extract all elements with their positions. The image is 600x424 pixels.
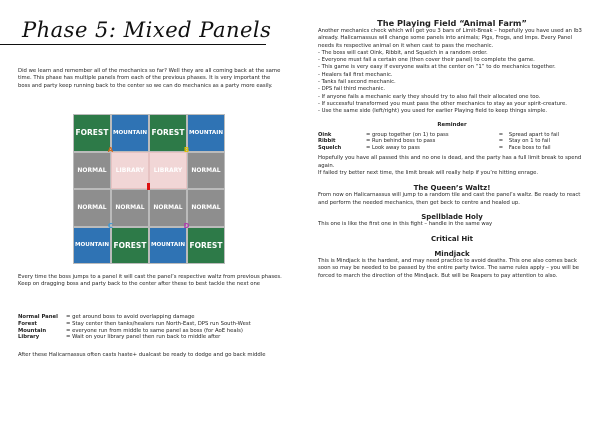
panel-legend bbox=[18, 314, 288, 341]
reminder-heading: Reminder bbox=[437, 121, 467, 128]
legend-key: Forest bbox=[18, 320, 37, 327]
legend-key: Mountain bbox=[18, 327, 47, 334]
critical-hit-heading: Critical Hit bbox=[430, 235, 474, 244]
bullet-item: - Tanks fail second mechanic. bbox=[318, 79, 396, 86]
bullet-item: - Everyone must fail a certain one (then cover their panel) to complete the game. bbox=[318, 57, 535, 64]
closing-paragraph: After these Halicarnassus often casts haste+ dualcast be ready to dodge and go back middle bbox=[18, 352, 266, 358]
reminder-row-ribbit bbox=[318, 138, 586, 145]
reminder-key: Ribbit bbox=[318, 138, 336, 145]
panel-cell-mountain: MOUNTAIN bbox=[149, 227, 187, 265]
reminder-fail: Spread apart to fail bbox=[508, 131, 560, 138]
panel-cell-mountain: MOUNTAIN bbox=[73, 227, 111, 265]
legend-value: = Wait on your library panel then run back to middle after bbox=[66, 334, 221, 341]
reminder-key: Oink bbox=[318, 131, 332, 138]
queen-waltz-text: From now on Halicarnassus will jump to a random tile and cast the panel’s waltz. Be ready to react and perform the needed mechanics, then get beck to centre and healed up. bbox=[318, 192, 581, 206]
after-grid-text bbox=[18, 274, 288, 289]
reminder-key: Squelch bbox=[318, 144, 342, 151]
panel-cell-library: LIBRARY bbox=[149, 152, 187, 190]
center-marker bbox=[147, 183, 150, 190]
reminder-table bbox=[318, 132, 586, 152]
legend-key: Normal Panel bbox=[18, 314, 58, 320]
panel-cell-normal: NORMAL bbox=[111, 189, 149, 227]
reminder-note-1: Hopefully you have all passed this and no one is dead, and the party has a full limit break to spend again. bbox=[318, 155, 582, 169]
panel-cell-normal: NORMAL bbox=[149, 189, 187, 227]
reminder-eq: = bbox=[498, 131, 504, 138]
bullet-item: - Use the same side (left/right) you used for earlier Playing field to keep things simple. bbox=[318, 108, 548, 115]
playing-field-bullets bbox=[318, 50, 586, 116]
mindjack-text: This is Mindjack is the hardest, and may need practice to avoid deaths. This one also comes back soon so may be needed to be passed by the entire party twice. The same rules apply – you will be forced to march the direction of the Mindjack. But will be Reapers to pay attention to also. bbox=[318, 258, 580, 279]
playing-field-intro: Another mechanics check which will get you 3 bars of Limit-Break – hopefully you have used an lb3 already. Halicarnassus will change some panels into animals; Pigs, Frogs, and Imps. Every Panel needs its respective animal on it when cast to pass the mechanic. bbox=[318, 28, 582, 49]
panel-cell-forest: FOREST bbox=[73, 114, 111, 152]
marker-d: D bbox=[183, 222, 190, 230]
legend-key: Library bbox=[18, 334, 40, 341]
panel-cell-mountain: MOUNTAIN bbox=[111, 114, 149, 152]
reminder-row-oink bbox=[318, 132, 586, 139]
legend-value: = Stay center then tanks/healers run North-East, DPS run South-West bbox=[66, 320, 251, 327]
panel-cell-normal: NORMAL bbox=[73, 189, 111, 227]
marker-c: C bbox=[107, 222, 114, 230]
bullet-item: - If anyone fails a mechanic early they should try to also fail their allocated one too. bbox=[318, 93, 541, 100]
bullet-item: - Healers fail first mechanic. bbox=[318, 71, 393, 78]
legend-value: = everyone run from middle to same panel as boss (for AoE heals) bbox=[66, 327, 243, 334]
after-line-1: Every time the boss jumps to a panel it will cast the panel’s respective waltz from previous phases. bbox=[18, 274, 282, 280]
after-line-2: Keep on dragging boss and party back to the center after these to best tackle the next one bbox=[18, 281, 261, 288]
marker-a: A bbox=[107, 146, 114, 154]
panel-cell-normal: NORMAL bbox=[187, 189, 225, 227]
reminder-pass: = group together (on 1) to pass bbox=[366, 131, 449, 138]
reminder-note-2: If failed try better next time, the limit break will really help if you’re hitting enrage. bbox=[318, 169, 539, 176]
panel-cell-normal: NORMAL bbox=[73, 152, 111, 190]
panel-cell-library: LIBRARY bbox=[111, 152, 149, 190]
spellblade-heading: Spellblade Holy bbox=[421, 212, 483, 221]
reminder-pass: = Run behind boss to pass bbox=[366, 138, 436, 145]
reminder-eq: = bbox=[498, 144, 504, 151]
title-underline bbox=[0, 44, 266, 45]
reminder-pass: = Look away to pass bbox=[366, 144, 420, 151]
reminder-fail: Face boss to fail bbox=[508, 144, 551, 151]
spellblade-text: This one is like the first one in this fight – handle in the same way bbox=[318, 220, 493, 227]
legend-row-forest bbox=[18, 321, 288, 328]
bullet-item: - This game is very easy if everyone waits at the center on “1” to do mechanics together. bbox=[318, 64, 556, 71]
mindjack-heading: Mindjack bbox=[434, 250, 470, 259]
reminder-eq: = bbox=[498, 138, 504, 145]
queen-waltz-heading: The Queen’s Waltz! bbox=[413, 184, 491, 193]
panel-cell-forest: FOREST bbox=[111, 227, 149, 265]
playing-field-heading: The Playing Field “Animal Farm” bbox=[377, 18, 527, 28]
reminder-row-squelch bbox=[318, 145, 586, 152]
panel-cell-forest: FOREST bbox=[187, 227, 225, 265]
reminder-fail: Stay on 1 to fail bbox=[508, 138, 550, 145]
right-column bbox=[318, 18, 586, 280]
panel-cell-mountain: MOUNTAIN bbox=[187, 114, 225, 152]
phase-title: Phase 5: Mixed Panels bbox=[22, 18, 272, 42]
intro-paragraph: Did we learn and remember all of the mechanics so far? Well they are all coming back at the same time. This phase has multiple panels from each of the previous phases. It is very important the boss and party keep running back to the center so we can do mechanics as a party more easily. bbox=[18, 68, 281, 89]
bullet-item: - The boss will cast Oink, Ribbit, and Squelch in a random order. bbox=[318, 49, 488, 56]
legend-row-mountain bbox=[18, 328, 288, 335]
legend-value: = get around boss to avoid overlapping damage bbox=[66, 314, 195, 320]
legend-row-library bbox=[18, 334, 288, 341]
legend-row-normal bbox=[18, 314, 288, 321]
panel-cell-normal: NORMAL bbox=[187, 152, 225, 190]
bullet-item: - DPS fail third mechanic. bbox=[318, 86, 386, 93]
panel-cell-forest: FOREST bbox=[149, 114, 187, 152]
bullet-item: - If successful transformed you must pass the other mechanics to stay as your spirit-creature. bbox=[318, 100, 567, 107]
marker-b: B bbox=[183, 146, 190, 154]
